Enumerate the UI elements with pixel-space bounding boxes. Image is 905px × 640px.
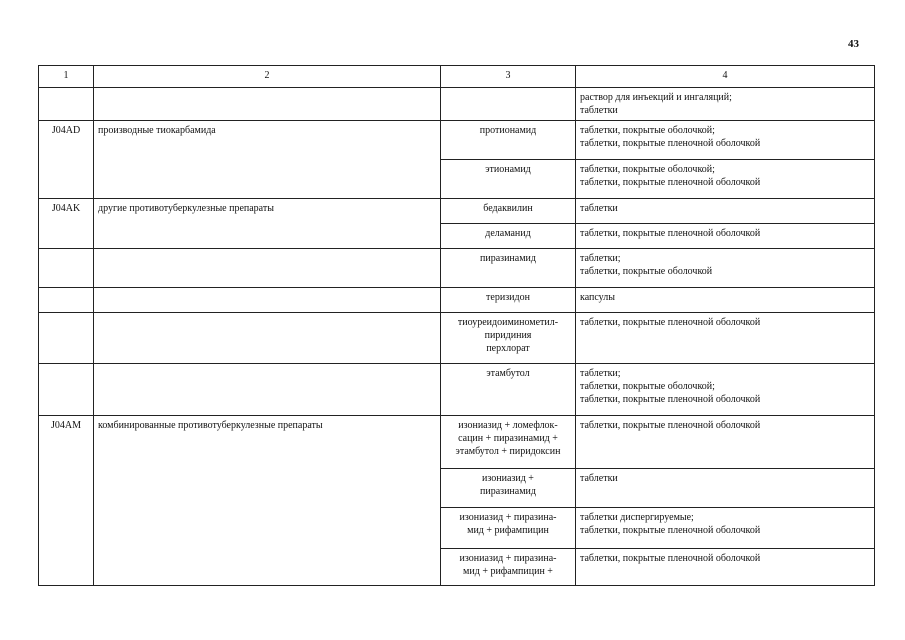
atc-code-cell [39,313,94,364]
drug-name-line: мид + рифампицин [467,525,549,536]
dosage-form-line: капсулы [580,292,615,303]
dosage-form-line: таблетки, покрытые оболочкой [580,266,713,277]
drug-table [38,65,875,586]
table-row [39,160,875,199]
dosage-form-cell [576,549,875,586]
header-col-2: 2 [94,66,441,88]
drug-name-cell [441,508,576,549]
drug-name-line: изониазид + пиразина- [459,553,557,564]
atc-code-cell: J04AD [39,121,94,160]
dosage-form-cell [576,160,875,199]
drug-name-cell [441,549,576,586]
dosage-form-line: таблетки; [580,253,621,264]
atc-group-name-cell [94,313,441,364]
atc-code-cell [39,88,94,121]
table-row [39,364,875,416]
dosage-form-line: таблетки, покрытые пленочной оболочкой [580,138,761,149]
atc-group-name-cell [94,508,441,549]
drug-name-cell [441,469,576,508]
drug-name-line: этамбутол + пиридоксин [455,446,561,457]
drug-table-wrapper [38,65,875,586]
atc-group-name-cell [94,549,441,586]
drug-name-line: изониазид + [482,473,534,484]
dosage-form-line: таблетки, покрытые пленочной оболочкой [580,420,761,431]
atc-code-cell [39,508,94,549]
dosage-form-line: таблетки, покрытые пленочной оболочкой [580,525,761,536]
dosage-form-cell [576,288,875,313]
drug-name-line: пиразинамид [479,253,536,264]
drug-name-line: этамбутол [486,368,530,379]
atc-code-cell [39,288,94,313]
table-row [39,508,875,549]
dosage-form-cell [576,416,875,469]
dosage-form-line: таблетки [580,203,618,214]
table-row [39,288,875,313]
header-col-1: 1 [39,66,94,88]
drug-name-cell [441,121,576,160]
drug-name-line: бедаквилин [483,203,533,214]
header-col-4: 4 [576,66,875,88]
atc-code-cell: J04AK [39,199,94,224]
atc-group-name-cell [94,288,441,313]
atc-group-name-cell [94,160,441,199]
dosage-form-cell [576,508,875,549]
table-row [39,469,875,508]
atc-group-name-cell [94,88,441,121]
dosage-form-line: таблетки, покрытые пленочной оболочкой [580,177,761,188]
dosage-form-line: раствор для инъекций и ингаляций; [580,92,732,103]
header-col-3: 3 [441,66,576,88]
table-row [39,199,875,224]
table-row [39,121,875,160]
drug-name-line: перхлорат [486,343,530,354]
drug-name-cell [441,313,576,364]
dosage-form-cell [576,121,875,160]
dosage-form-line: таблетки, покрытые пленочной оболочкой [580,317,761,328]
drug-name-cell [441,88,576,121]
atc-code-cell [39,160,94,199]
drug-name-cell [441,364,576,416]
atc-group-name-cell: комбинированные противотуберкулезные препараты [94,416,441,469]
atc-code-cell [39,249,94,288]
table-row [39,313,875,364]
drug-name-line: пиридиния [484,330,532,341]
drug-name-cell [441,224,576,249]
atc-group-name-cell [94,364,441,416]
drug-name-line: деламанид [485,228,531,239]
drug-name-line: протионамид [479,125,537,136]
atc-group-name-cell: производные тиокарбамида [94,121,441,160]
dosage-form-cell [576,88,875,121]
atc-code-cell: J04AM [39,416,94,469]
drug-name-line: тиоуреидоиминометил- [457,317,559,328]
atc-group-name-cell [94,249,441,288]
dosage-form-line: таблетки; [580,368,621,379]
drug-name-line: сацин + пиразинамид + [458,433,558,444]
drug-name-cell [441,160,576,199]
dosage-form-cell [576,469,875,508]
dosage-form-line: таблетки диспергируемые; [580,512,694,523]
dosage-form-line: таблетки, покрытые пленочной оболочкой [580,228,761,239]
drug-name-cell [441,288,576,313]
table-row [39,88,875,121]
drug-name-line: этионамид [485,164,531,175]
atc-code-cell [39,364,94,416]
atc-group-name-cell [94,224,441,249]
atc-group-name-cell: другие противотуберкулезные препараты [94,199,441,224]
dosage-form-line: таблетки [580,105,618,116]
dosage-form-line: таблетки, покрытые пленочной оболочкой [580,553,761,564]
dosage-form-line: таблетки [580,473,618,484]
drug-name-line: изониазид + пиразина- [459,512,557,523]
dosage-form-line: таблетки, покрытые оболочкой; [580,381,715,392]
drug-name-line: мид + рифампицин + [463,566,553,577]
table-row [39,549,875,586]
dosage-form-cell [576,199,875,224]
atc-code-cell [39,469,94,508]
drug-name-line: изониазид + ломефлок- [458,420,558,431]
table-row [39,224,875,249]
page-number: 43 [848,38,859,50]
dosage-form-cell [576,313,875,364]
dosage-form-line: таблетки, покрытые пленочной оболочкой [580,394,761,405]
dosage-form-cell [576,224,875,249]
drug-name-cell [441,249,576,288]
table-row [39,249,875,288]
atc-code-cell [39,549,94,586]
dosage-form-cell [576,364,875,416]
dosage-form-line: таблетки, покрытые оболочкой; [580,164,715,175]
drug-name-cell [441,199,576,224]
drug-name-line: теризидон [486,292,530,303]
atc-code-cell [39,224,94,249]
table-header-row [39,66,875,88]
atc-group-name-cell [94,469,441,508]
dosage-form-line: таблетки, покрытые оболочкой; [580,125,715,136]
drug-name-cell [441,416,576,469]
drug-name-line: пиразинамид [479,486,536,497]
dosage-form-cell [576,249,875,288]
table-row [39,416,875,469]
